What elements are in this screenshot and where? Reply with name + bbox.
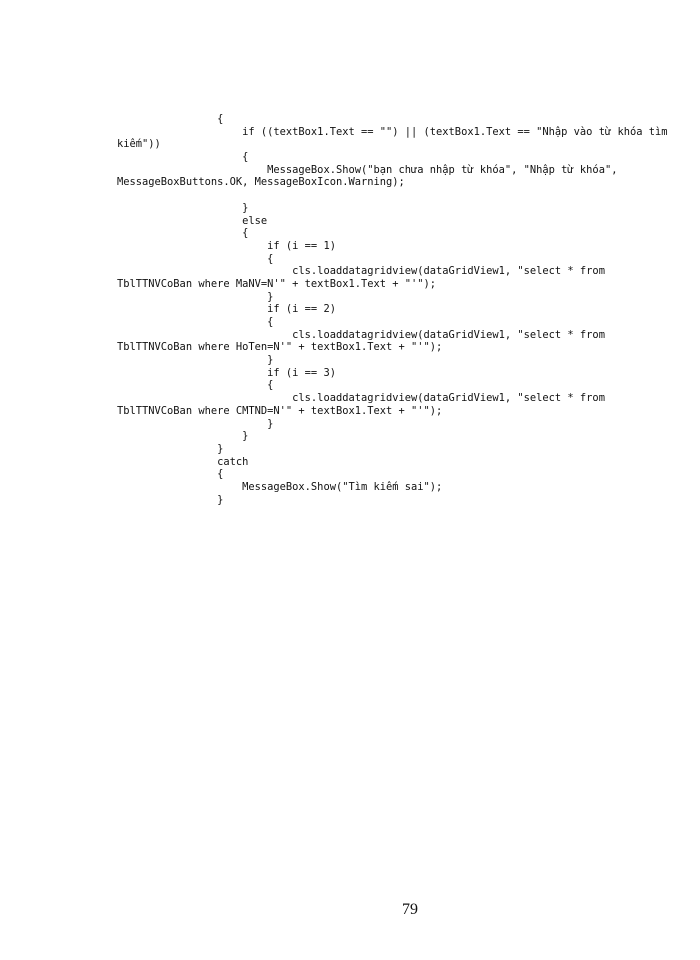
code-line-blank [117,189,677,202]
code-line: } [117,430,249,443]
code-line: { [117,316,274,328]
code-line: { [117,379,274,392]
code-line: kiếm")) [117,138,161,151]
code-line: if (i == 1) [117,239,336,252]
code-line: TblTTNVCoBan where MaNV=N'" + textBox1.Text + "'"); [117,277,437,290]
code-line: { [117,468,224,481]
code-line: MessageBoxButtons.OK, MessageBoxIcon.Warning); [117,176,405,189]
code-line: } [117,354,274,367]
code-line: cls.loaddatagridview(dataGridView1, "select * from [117,392,605,405]
code-line: } [117,442,224,455]
code-line: MessageBox.Show("Tìm kiếm sai"); [117,480,443,493]
code-line: if ((textBox1.Text == "") || (textBox1.Text == "Nhập vào từ khóa tìm [117,125,668,138]
code-line: TblTTNVCoBan where HoTen=N'" + textBox1.Text + "'"); [117,341,443,354]
code-line: { [117,151,249,164]
code-line: if (i == 3) [117,366,336,379]
code-line: TblTTNVCoBan where CMTND=N'" + textBox1.Text + "'"); [117,404,443,417]
page-number: 79 [402,901,418,918]
code-line: { [117,252,274,265]
code-line: { [117,227,249,240]
code-line: } [117,201,249,214]
code-line: cls.loaddatagridview(dataGridView1, "select * from [117,328,605,341]
code-line: catch [117,455,249,468]
code-line: MessageBox.Show("bạn chưa nhập từ khóa", "Nhập từ khóa", [117,163,618,176]
code-line: } [117,493,224,506]
code-line: } [117,417,274,430]
code-block [117,113,677,506]
code-line: cls.loaddatagridview(dataGridView1, "select * from [117,265,605,278]
code-line: { [117,113,224,125]
code-line: } [117,290,274,303]
code-line: else [117,214,268,227]
code-line: if (i == 2) [117,303,336,316]
